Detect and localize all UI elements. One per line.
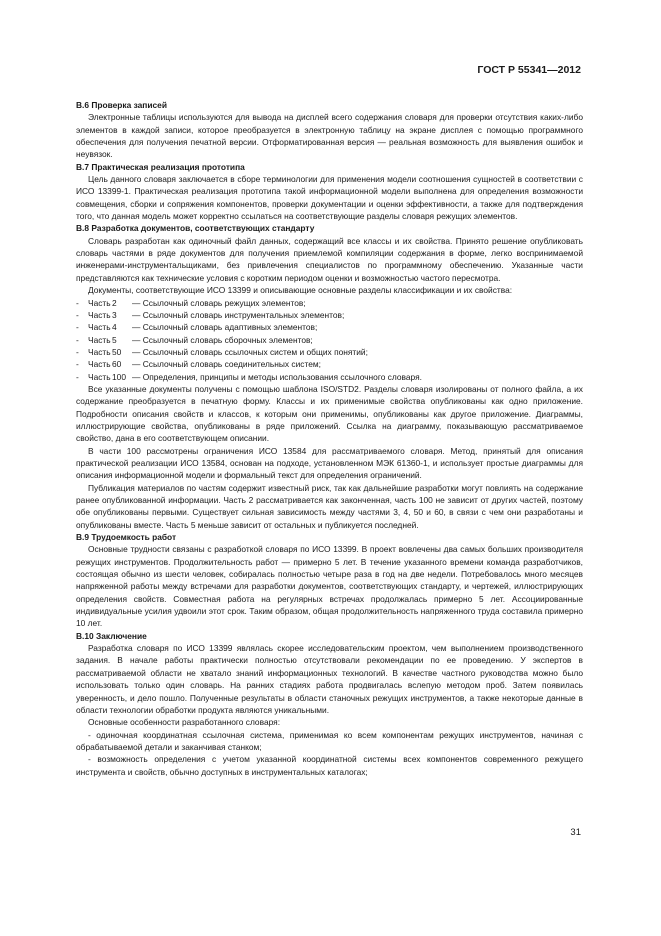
list-text: — Ссылочный словарь сборочных элементов; xyxy=(132,334,313,345)
list-text: — Ссылочный словарь режущих элементов; xyxy=(132,297,306,308)
list-part: Часть xyxy=(88,297,111,308)
section-b7-paragraph: Цель данного словаря заключается в сборе терминологии для применения модели соотношения сущностей в соответствии с ИСО 13399-1. Практическая реализация прототипа такой информационной модели выполнена для определения возможности совмещения, сборки и сопряжения компонентов, проверки документации и оценки эффективности, а также для подтверждения того, что данная модель может корректно ссылаться на соответствующие разделы словаря режущих элементов. xyxy=(76,174,583,222)
section-b10-paragraph-2: Основные особенности разработанного словаря: xyxy=(88,717,281,728)
list-dash: - xyxy=(76,334,79,345)
list-item xyxy=(76,346,583,358)
section-b8-paragraph-4: В части 100 рассмотрены ограничения ИСО 13584 для рассматриваемого словаря. Метод, принятый для описания практической реализации ИСО 13584, основан на подходе, установленном МЭК 61360-1, и использует простые диаграммы для описания информационной модели и формальный текст для определения ограничений. xyxy=(76,445,583,481)
list-item xyxy=(76,334,583,346)
list-text: — Ссылочный словарь соединительных систем; xyxy=(132,359,321,370)
list-part: Часть xyxy=(88,334,111,345)
list-item xyxy=(76,297,583,309)
list-dash: - xyxy=(76,309,79,320)
section-b8-paragraph-3: Все указанные документы получены с помощью шаблона ISO/STD2. Разделы словаря изолированы от полного файла, а их содержание преобразуется в печатную форму. Классы и их применимые свойства опубликованы как одно приложение. Подробности описания свойств и классов, к которым они применимы, опубликованы как другое приложение. Диаграммы, иллюстрирующие свойства, опубликованы в ряде приложений. Ссылка на диаграмму, показывающую рассматриваемое свойство, дана в его соответствующем описании. xyxy=(76,383,583,444)
list-num: 4 xyxy=(112,322,117,333)
list-part: Часть xyxy=(88,322,111,333)
list-dash: - xyxy=(76,371,79,382)
section-b8-paragraph-5: Публикация материалов по частям содержит известный риск, так как дальнейшие разработки могут повлиять на содержание ранее опубликованной информации. Часть 2 рассматривается как законченная, часть 100 не зависит от других частей, поэтому обе опубликованы первыми. Существует сильная зависимость между частями 3, 4, 50 и 60, в связи с чем они разработаны и опубликованы вместе. Часть 5 меньше зависит от остальных и публикуется последней. xyxy=(76,482,583,530)
parts-list xyxy=(76,297,583,383)
section-b9-heading: В.9 Трудоемкость работ xyxy=(76,532,177,543)
list-item xyxy=(76,321,583,333)
document-body xyxy=(76,99,583,778)
list-dash: - xyxy=(76,297,79,308)
list-part: Часть xyxy=(88,371,111,382)
list-dash: - xyxy=(76,359,79,370)
list-text: — Ссылочный словарь ссылочных систем и общих понятий; xyxy=(132,346,368,357)
list-num: 100 xyxy=(112,371,126,382)
section-b6-paragraph: Электронные таблицы используются для вывода на дисплей всего содержания словаря для проверки отсутствия каких-либо элементов в каждой записи, которое преобразуется в электронную таблицу на экране дисплея с помощью программного обеспечения для получения печатной версии. Отформатированная версия — реальная возможность для выявления ошибок и неувязок. xyxy=(76,112,583,160)
list-item xyxy=(76,371,583,383)
list-item xyxy=(76,309,583,321)
list-part: Часть xyxy=(88,346,111,357)
section-b6-heading: В.6 Проверка записей xyxy=(76,100,167,110)
section-b7-heading: В.7 Практическая реализация прототипа xyxy=(76,161,245,172)
list-part: Часть xyxy=(88,359,111,370)
list-num: 5 xyxy=(112,334,117,345)
section-b10-heading: В.10 Заключение xyxy=(76,630,147,641)
list-text: — Определения, принципы и методы использования ссылочного словаря. xyxy=(132,371,422,382)
section-b9-paragraph: Основные трудности связаны с разработкой словаря по ИСО 13399. В проект вовлечены два самых больших производителя режущих инструментов. Продолжительность работ — примерно 5 лет. В течение указанного времени команда разработчиков, состоящая обычно из шести человек, собиралась полностью четыре раза в год на две недели. Потребовалось много месяцев напряженной работы между встречами для разработки документов, соответствующих стандарту, и чертежей, иллюстрирующих определения свойств. Совместная работа на регулярных встречах продолжалась примерно 5 лет. Ассоциированные индивидуальные усилия удвоили этот срок. Таким образом, общая продолжительность напряженного труда составила примерно 10 лет. xyxy=(76,544,583,629)
list-num: 2 xyxy=(112,297,117,308)
list-num: 60 xyxy=(112,359,122,370)
list-part: Часть xyxy=(88,309,111,320)
section-b8-paragraph-2: Документы, соответствующие ИСО 13399 и описывающие основные разделы классификации и их свойства: xyxy=(88,285,513,296)
section-b10-bullet-2: - возможность определения с учетом указанной координатной системы всех компонентов современного режущего инструмента и свойств, обычно доступных в инструментальных каталогах; xyxy=(76,754,583,777)
list-text: — Ссылочный словарь инструментальных элементов; xyxy=(132,309,345,320)
list-num: 50 xyxy=(112,346,122,357)
section-b10-bullet-1: - одиночная координатная ссылочная система, применимая ко всем компонентам режущих инструментов, начиная с обрабатываемой детали и заканчивая станком; xyxy=(76,729,583,752)
section-b10-paragraph-1: Разработка словаря по ИСО 13399 являлась скорее исследовательским проектом, чем выполнением производственного задания. В начале работы практически полностью отсутствовали рекомендации по ее проведению. У экспертов в рассматриваемой области не хватало знаний информационных технологий. В качестве частного руководства можно было использовать только один словарь. На ранних стадиях работа продвигалась вслепую методом проб. Затем появилась уверенность, и дело пошло. Полученные результаты в области станочных режущих инструментов, а также некоторые данные в области технологии обработки продукта являются уникальными. xyxy=(76,643,583,715)
list-text: — Ссылочный словарь адаптивных элементов; xyxy=(132,322,318,333)
section-b8-heading: В.8 Разработка документов, соответствующих стандарту xyxy=(76,223,315,234)
list-dash: - xyxy=(76,346,79,357)
list-num: 3 xyxy=(112,309,117,320)
page-number: 31 xyxy=(570,827,581,838)
section-b8-paragraph-1: Словарь разработан как одиночный файл данных, содержащий все классы и их свойства. Принято решение опубликовать словарь частями в ряде документов для получения приемлемой компиляции содержания в форме, легко воспринимаемой инженерами-инструментальщиками, без привлечения специалистов по программному обеспечению. Указанные части представляются как технические условия с коротким периодом оценки и возможностью частого пересмотра. xyxy=(76,235,583,283)
document-header: ГОСТ Р 55341—2012 xyxy=(477,64,581,76)
list-item xyxy=(76,358,583,370)
list-dash: - xyxy=(76,322,79,333)
